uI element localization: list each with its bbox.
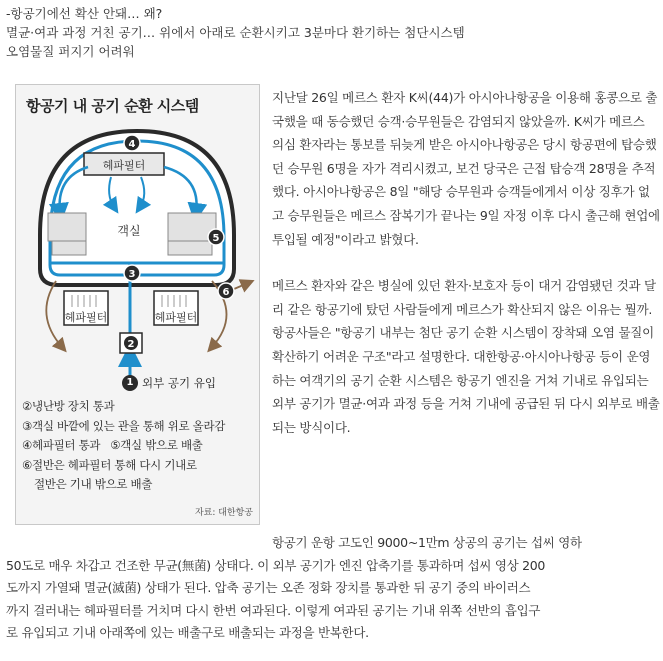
legend-item-4: ④헤파필터 통과 bbox=[22, 438, 101, 452]
legend-item-6a: ⑥절반은 헤파필터 통해 다시 기내로 bbox=[22, 457, 197, 472]
article-p3-line-1: 항공기 운항 고도인 9000~1만m 상공의 공기는 섭씨 영하 bbox=[272, 535, 582, 550]
cabin-label: 객실 bbox=[117, 224, 141, 238]
intake-row bbox=[122, 375, 216, 391]
diagram-legend bbox=[22, 397, 257, 495]
legend-item-3: ③객실 바깥에 있는 관을 통해 위로 올라감 bbox=[22, 418, 226, 433]
marker-5 bbox=[208, 229, 224, 245]
article-body-right bbox=[272, 86, 660, 439]
intake-label: 외부 공기 유입 bbox=[142, 376, 216, 390]
exhaust-arrow-left bbox=[46, 281, 62, 347]
article-paragraph-1: 지난달 26일 메르스 환자 K씨(44)가 아시아나항공을 이용해 홍콩으로 출국했을 때 동승했던 승객·승무원들은 감염되지 않았을까. K씨가 메르스 의심 환자라는 통보를 뒤늦게 받은 아시아나항공은 당시 항공편에 탑승했던 승무원 6명을 자가 격리시켰고, 보건 당국은 근접 탑승객 28명을 추적했다. 아시아나항공은 8일 "해당 승무원과 승객들에게서 이상 징후가 없고 승무원들은 메르스 잠복기가 끝나는 9일 자정 이후 다시 출근해 현업에 투입될 예정"이라고 밝혔다. bbox=[272, 90, 660, 247]
marker-4 bbox=[124, 135, 140, 151]
legend-row-4-5 bbox=[22, 436, 257, 456]
air-circulation-infographic bbox=[15, 84, 260, 525]
hepa-top-label: 헤파필터 bbox=[102, 159, 146, 172]
article-body-full-width bbox=[6, 532, 658, 645]
aircraft-cross-section-diagram bbox=[16, 85, 259, 385]
svg-text:2: 2 bbox=[127, 339, 135, 350]
headline-line-1: -항공기에선 확산 안돼… 왜? bbox=[6, 6, 163, 21]
svg-text:3: 3 bbox=[128, 269, 136, 280]
article-paragraph-2: 메르스 환자와 같은 병실에 있던 환자·보호자 등이 대거 감염됐던 것과 달리 같은 항공기에 탔던 사람들에게 메르스가 확산되지 않은 이유는 뭘까. 항공사들은 "항공기 내부는 첨단 공기 순환 시스템이 장착돼 오염 물질이 확산하기 어려운 구조"라고 설명한다. 대한항공·아시아나항공 등이 운영하는 여객기의 공기 순환 시스템은 항공기 엔진을 거쳐 기내로 유입되는 외부 공기가 멸균·여과 과정 등을 거쳐 기내에 공급된 뒤 다시 외부로 배출되는 방식이다. bbox=[272, 278, 660, 435]
article-p3-line-4: 까지 걸러내는 헤파필터를 거치며 다시 한번 여과된다. 이렇게 여과된 공기는 기내 위쪽 선반의 흡입구 bbox=[6, 602, 541, 618]
headline-line-3: 오염물질 퍼지기 어려워 bbox=[6, 44, 135, 59]
marker-1-badge: 1 bbox=[122, 375, 138, 391]
marker-6 bbox=[218, 283, 234, 299]
article-p3-line-5: 로 유입되고 기내 아래쪽에 있는 배출구로 배출되는 과정을 반복한다. bbox=[6, 625, 369, 641]
hepa-left-label: 헤파필터 bbox=[64, 311, 108, 324]
figure-source: 자료: 대한항공 bbox=[194, 508, 253, 518]
svg-text:6: 6 bbox=[222, 287, 230, 298]
headline-line-2: 멸균·여과 과정 거친 공기… 위에서 아래로 순환시키고 3분마다 환기하는 첨단시스템 bbox=[6, 25, 465, 40]
svg-text:4: 4 bbox=[128, 139, 136, 150]
hepa-right-label: 헤파필터 bbox=[154, 311, 198, 324]
seats-left bbox=[48, 213, 86, 255]
legend-item-6b: 절반은 기내 밖으로 배출 bbox=[34, 477, 153, 491]
article-p3-line-2: 50도로 매우 차갑고 건조한 무균(無菌) 상태다. 이 외부 공기가 엔진 압축기를 통과하며 섭씨 영상 200 bbox=[6, 557, 546, 573]
infographic-title: 항공기 내 공기 순환 시스템 bbox=[26, 97, 199, 115]
marker-3 bbox=[124, 265, 140, 281]
svg-text:5: 5 bbox=[212, 233, 220, 244]
legend-item-5: ⑤객실 밖으로 배출 bbox=[110, 438, 203, 452]
marker-2 bbox=[120, 333, 142, 353]
article-p3-line-3: 도까지 가열돼 멸균(滅菌) 상태가 된다. 압축 공기는 오존 정화 장치를 통과한 뒤 공기 중의 바이러스 bbox=[6, 580, 531, 596]
legend-item-2: ②냉난방 장치 통과 bbox=[22, 399, 115, 413]
headline bbox=[6, 4, 656, 61]
